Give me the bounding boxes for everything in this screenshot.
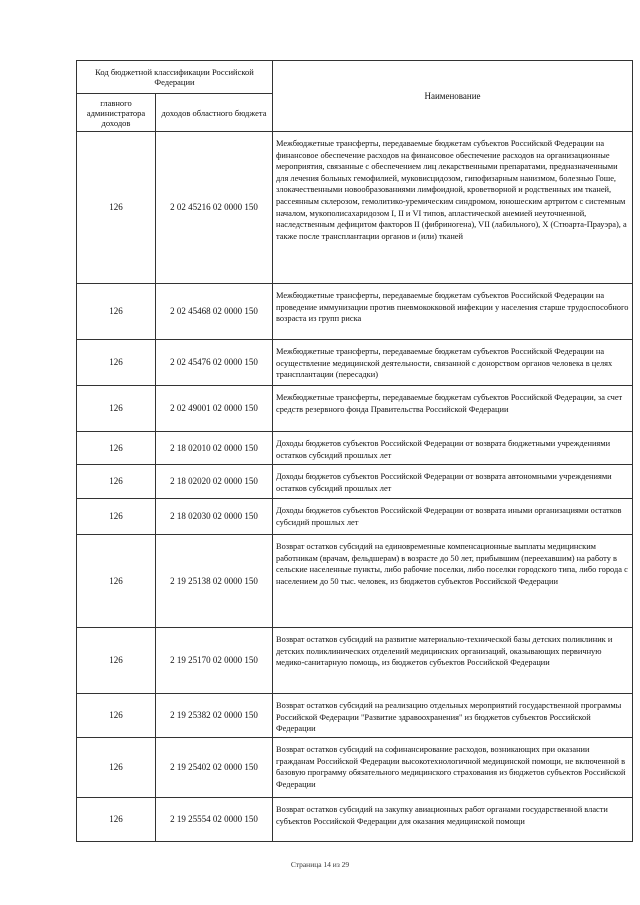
table-row [77,386,633,432]
admin-code-cell: 126 [77,535,156,628]
admin-code-cell: 126 [77,465,156,499]
admin-code-cell: 126 [77,628,156,694]
header-admin: главного администратора доходов [77,94,156,132]
table-body [77,132,633,842]
admin-code-cell: 126 [77,738,156,798]
page-footer: Страница 14 из 29 [290,860,350,869]
income-code-cell: 2 19 25402 02 0000 150 [156,738,273,798]
table-row [77,535,633,628]
income-code-cell: 2 19 25382 02 0000 150 [156,694,273,738]
header-income: доходов областного бюджета [156,94,273,132]
income-code-cell: 2 02 45476 02 0000 150 [156,340,273,386]
admin-code-cell: 126 [77,499,156,535]
table-header [77,61,633,132]
table-row [77,628,633,694]
income-code-cell: 2 19 25138 02 0000 150 [156,535,273,628]
table-row [77,738,633,798]
income-code-cell: 2 18 02020 02 0000 150 [156,465,273,499]
admin-code-cell: 126 [77,798,156,842]
name-cell: Межбюджетные трансферты, передаваемые бюджетам субъектов Российской Федерации на финансовое обеспечение расходов на финансовое обеспечение расходов на организационные мероприятия, связанные с обеспечением лиц лекарственными препаратами, предназначенными для лечения больных гемофилией, муковисцидозом, гипофизарным нанизмом, болезнью Гоше, злокачественными новообразованиями лимфоидной, кроветворной и родственных им тканей, рассеянным склерозом, гемолитико-уремическим синдромом, юношеским артритом с системным началом, мукополисахаридозом I, II и VI типов, апластической анемией неуточненной, наследственным дефицитом факторов II (фибриногена), VII (лабильного), X (Стюарта-Прауэра), а также после трансплантации органов и (или) тканей [273,132,633,284]
name-cell: Возврат остатков субсидий на единовременные компенсационные выплаты медицинским работникам (врачам, фельдшерам) в возрасте до 50 лет, прибывшим (переехавшим) на работу в сельские населенные пункты, либо рабочие поселки, либо поселки городского типа, либо города с населением до 50 тыс. человек, из бюджетов субъектов Российской Федерации [273,535,633,628]
name-cell: Доходы бюджетов субъектов Российской Федерации от возврата иными организациями остатков субсидий прошлых лет [273,499,633,535]
income-code-cell: 2 18 02030 02 0000 150 [156,499,273,535]
name-cell: Доходы бюджетов субъектов Российской Федерации от возврата бюджетными учреждениями остатков субсидий прошлых лет [273,432,633,465]
name-cell: Возврат остатков субсидий на реализацию отдельных мероприятий государственной программы Российской Федерации "Развитие здравоохранения" из бюджетов субъектов Российской Федерации [273,694,633,738]
table-row [77,132,633,284]
admin-code-cell: 126 [77,132,156,284]
table-row [77,798,633,842]
admin-code-cell: 126 [77,694,156,738]
table-row [77,465,633,499]
income-code-cell: 2 18 02010 02 0000 150 [156,432,273,465]
admin-code-cell: 126 [77,386,156,432]
name-cell: Возврат остатков субсидий на развитие материально-технической базы детских поликлиник и детских поликлинических отделений медицинских организаций, оказывающих первичную медико-санитарную помощь, из бюджетов субъектов Российской Федерации [273,628,633,694]
admin-code-cell: 126 [77,284,156,340]
header-budget-code-group: Код бюджетной классификации Российской Федерации [77,61,273,94]
income-code-cell: 2 02 45468 02 0000 150 [156,284,273,340]
table-row [77,694,633,738]
income-code-cell: 2 02 45216 02 0000 150 [156,132,273,284]
admin-code-cell: 126 [77,340,156,386]
table-row [77,340,633,386]
name-cell: Возврат остатков субсидий на софинансирование расходов, возникающих при оказании гражданам Российской Федерации высокотехнологичной медицинской помощи, не включенной в базовую программу обязательного медицинского страхования из бюджетов субъектов Российской Федерации [273,738,633,798]
admin-code-cell: 126 [77,432,156,465]
name-cell: Межбюджетные трансферты, передаваемые бюджетам субъектов Российской Федерации на осуществление медицинской деятельности, связанной с донорством органов человека в целях трансплантации (пересадки) [273,340,633,386]
income-code-cell: 2 19 25170 02 0000 150 [156,628,273,694]
header-name: Наименование [273,61,633,132]
table-row [77,499,633,535]
table-row [77,284,633,340]
name-cell: Доходы бюджетов субъектов Российской Федерации от возврата автономными учреждениями остатков субсидий прошлых лет [273,465,633,499]
table-row [77,432,633,465]
name-cell: Возврат остатков субсидий на закупку авиационных работ органами государственной власти субъектов Российской Федерации для оказания медицинской помощи [273,798,633,842]
budget-classification-table [76,60,633,842]
income-code-cell: 2 02 49001 02 0000 150 [156,386,273,432]
name-cell: Межбюджетные трансферты, передаваемые бюджетам субъектов Российской Федерации, за счет средств резервного фонда Правительства Российской Федерации [273,386,633,432]
income-code-cell: 2 19 25554 02 0000 150 [156,798,273,842]
name-cell: Межбюджетные трансферты, передаваемые бюджетам субъектов Российской Федерации на проведение иммунизации против пневмококковой инфекции у населения старше трудоспособного возраста из групп риска [273,284,633,340]
